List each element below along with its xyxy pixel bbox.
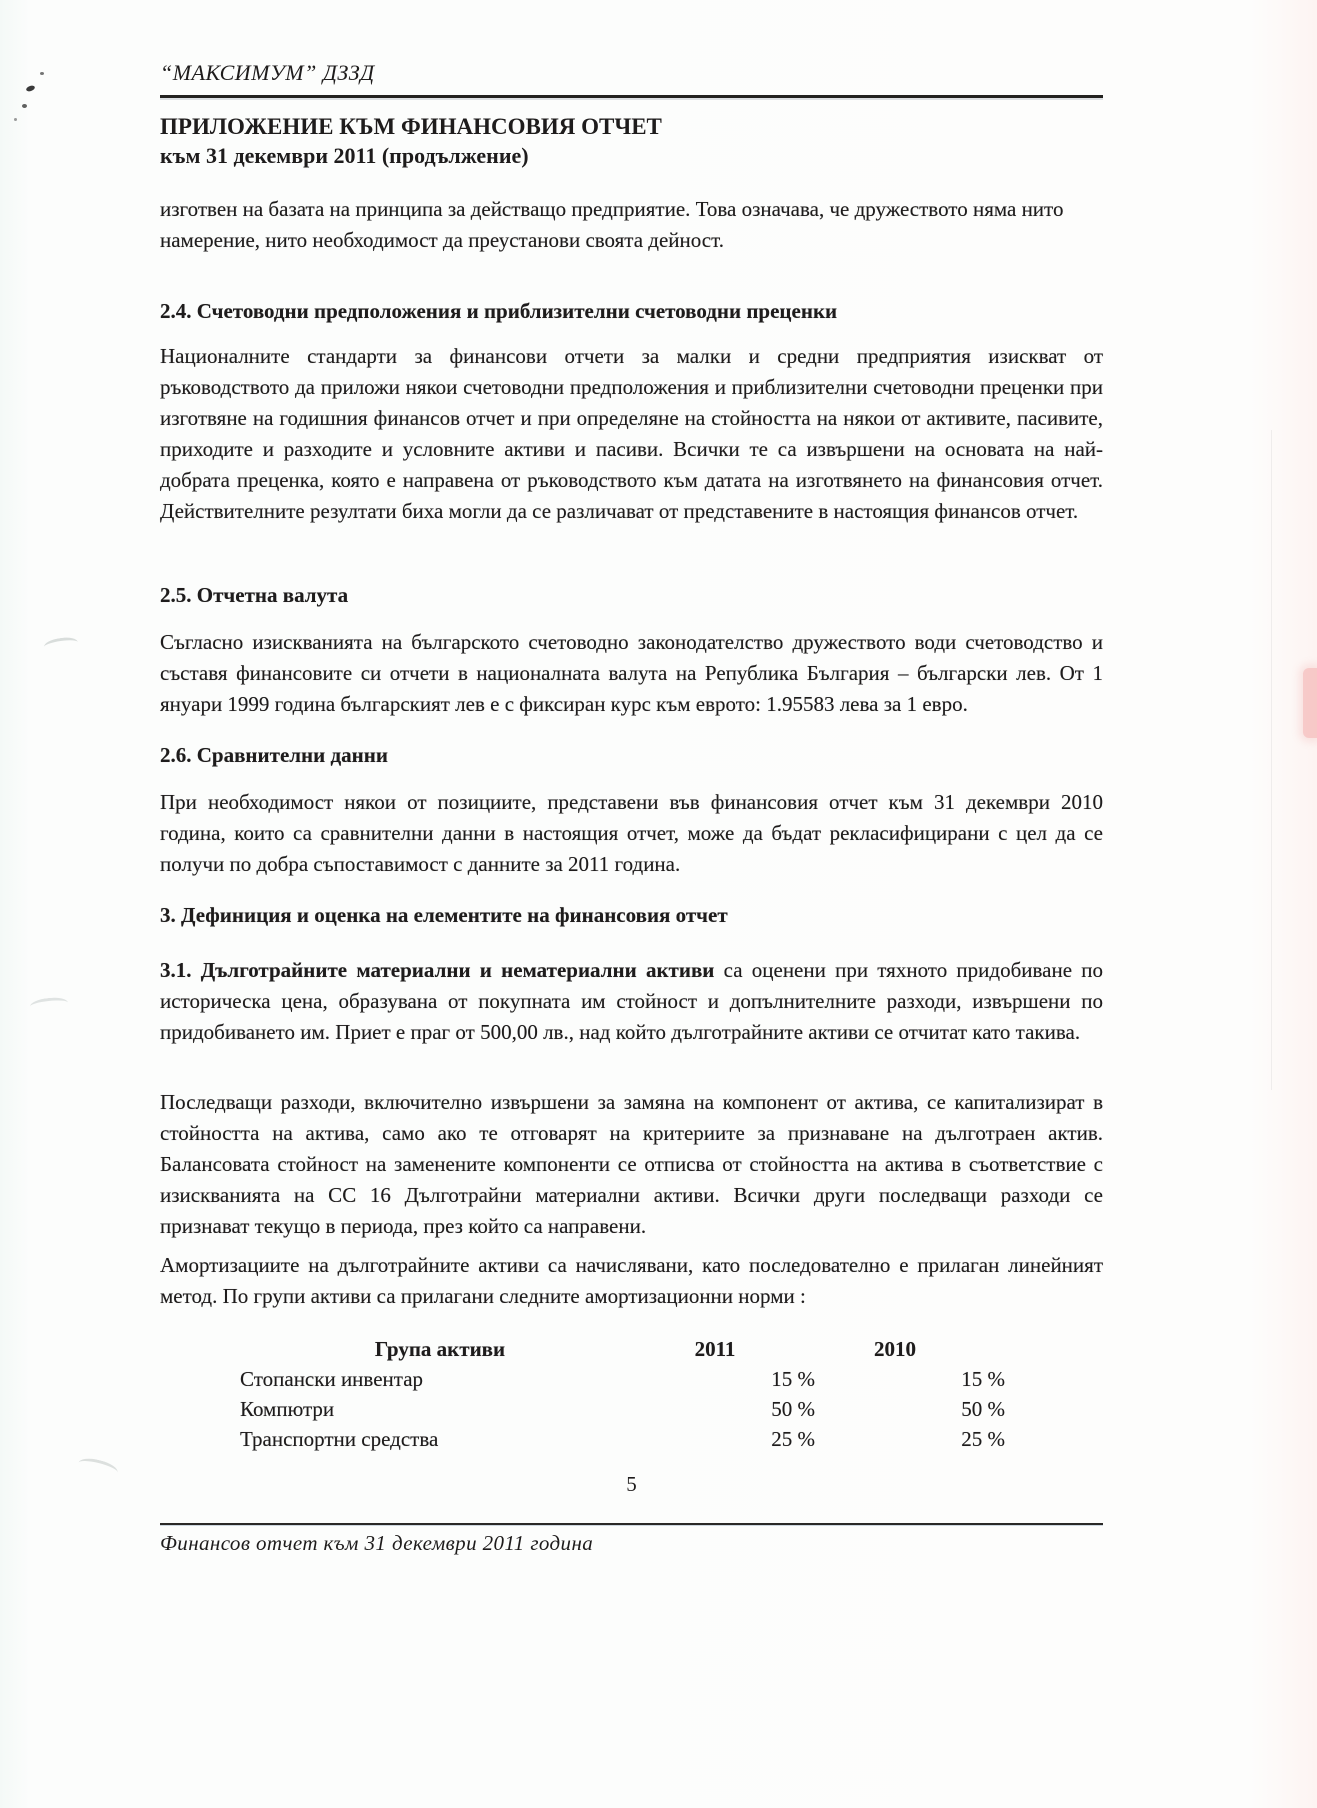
rate-cell: 15 % [771, 1367, 815, 1391]
header-rule [160, 95, 1103, 98]
footer-report-title: Финансов отчет към 31 декември 2011 година [160, 1531, 594, 1555]
rate-cell: 15 % [961, 1367, 1005, 1391]
asset-group-cell: Транспортни средства [240, 1427, 439, 1451]
table-header-row [240, 1334, 1005, 1364]
section-heading-2-4: 2.4. Счетоводни предположения и приблизителни счетоводни преценки [160, 299, 838, 323]
scan-pink-edge-artifact [1303, 668, 1317, 738]
table-row [240, 1364, 1005, 1394]
rate-cell: 50 % [771, 1397, 815, 1421]
scan-speck-artifact [14, 118, 17, 121]
scan-speck-artifact [22, 104, 27, 108]
table-header-2010: 2010 [874, 1337, 916, 1361]
footer-rule [160, 1523, 1103, 1525]
paragraph-3-1-body: са оценени при тяхното придобиване по историческа цена, образувана от покупната им стойност и допълнителните разходи, извършени по придобиването им. Приет е праг от 500,00 лв., над който дълготрайните активи се отчитат като такива. [160, 958, 1104, 1044]
paragraph-3-1-lead: 3.1. Дълготрайните материални и нематериални активи [160, 958, 715, 982]
rate-cell: 25 % [961, 1427, 1005, 1451]
paragraph-2-5: Съгласно изискванията на българското счетоводно законодателство дружеството води счетоводство и съставя финансовите си отчети в националната валута на Република България – български лев. От 1 януари 1999 година българският лев е с фиксиран курс към еврото: 1.95583 лева за 1 евро. [160, 630, 1103, 716]
section-heading-2-5: 2.5. Отчетна валута [160, 583, 349, 607]
paragraph-going-concern: изготвен на базата на принципа за действащо предприятие. Това означава, че дружеството няма нито намерение, нито необходимост да преустанови своята дейност. [160, 197, 1064, 252]
table-header-asset-group: Група активи [374, 1337, 506, 1361]
paragraph-2-4: Националните стандарти за финансови отчети за малки и средни предприятия изискват от ръководството да приложи някои счетоводни предположения и приблизителни счетоводни преценки при изготвяне на годишния финансов отчет и при определяне на стойността на някои от активите, пасивите, приходите и разходите и условните активи и пасиви. Всички те са извършени на основата на най-добрата преценка, която е направена от ръководството към датата на изготвянето на финансовия отчет. Действителните резултати биха могли да се различават от представените в настоящия финансов отчет. [160, 344, 1103, 523]
paragraph-2-6: При необходимост някои от позициите, представени във финансовия отчет към 31 декември 2010 година, които са сравнителни данни в настоящия отчет, може да бъдат рекласифицирани с цел да се получи по добра съпоставимост с данните за 2011 година. [160, 790, 1103, 876]
scan-fold-line [1271, 430, 1272, 1090]
table-row [240, 1424, 1005, 1454]
rate-cell: 25 % [771, 1427, 815, 1451]
section-heading-2-6: 2.6. Сравнителни данни [160, 743, 388, 767]
scan-speck-artifact [40, 72, 44, 75]
document-title: ПРИЛОЖЕНИЕ КЪМ ФИНАНСОВИЯ ОТЧЕТ [160, 114, 662, 139]
rate-cell: 50 % [961, 1397, 1005, 1421]
scan-speck-artifact [25, 85, 35, 93]
document-page [160, 60, 1103, 1556]
margin-pencil-mark [77, 1455, 119, 1479]
asset-group-cell: Стопански инвентар [240, 1367, 424, 1391]
table-row [240, 1394, 1005, 1424]
document-subtitle: към 31 декември 2011 (продължение) [160, 143, 529, 168]
paragraph-subsequent-costs: Последващи разходи, включително извършени за замяна на компонент от актива, се капитализират в стойността на актива, само ако те отговарят на критериите за признаване на дълготраен актив. Балансовата стойност на заменените компоненти се отписва от стойността на актива в съответствие с изискванията на СС 16 Дълготрайни материални активи. Всички други последващи разходи се признават текущо в периода, през който са направени. [160, 1090, 1103, 1238]
asset-group-cell: Компютри [240, 1397, 335, 1421]
page-number: 5 [626, 1472, 637, 1496]
section-heading-3: 3. Дефиниция и оценка на елементите на финансовия отчет [160, 903, 728, 927]
company-name-header: “МАКСИМУМ” ДЗЗД [160, 60, 375, 85]
margin-pencil-mark [43, 636, 78, 654]
depreciation-rates-table [240, 1334, 1005, 1454]
paragraph-amortization: Амортизациите на дълготрайните активи са начислявани, като последователно е прилаган линейният метод. По групи активи са прилагани следните амортизационни норми : [160, 1253, 1103, 1308]
margin-pencil-mark [29, 996, 68, 1013]
table-header-2011: 2011 [694, 1337, 736, 1361]
paragraph-3-1 [160, 955, 1103, 1048]
